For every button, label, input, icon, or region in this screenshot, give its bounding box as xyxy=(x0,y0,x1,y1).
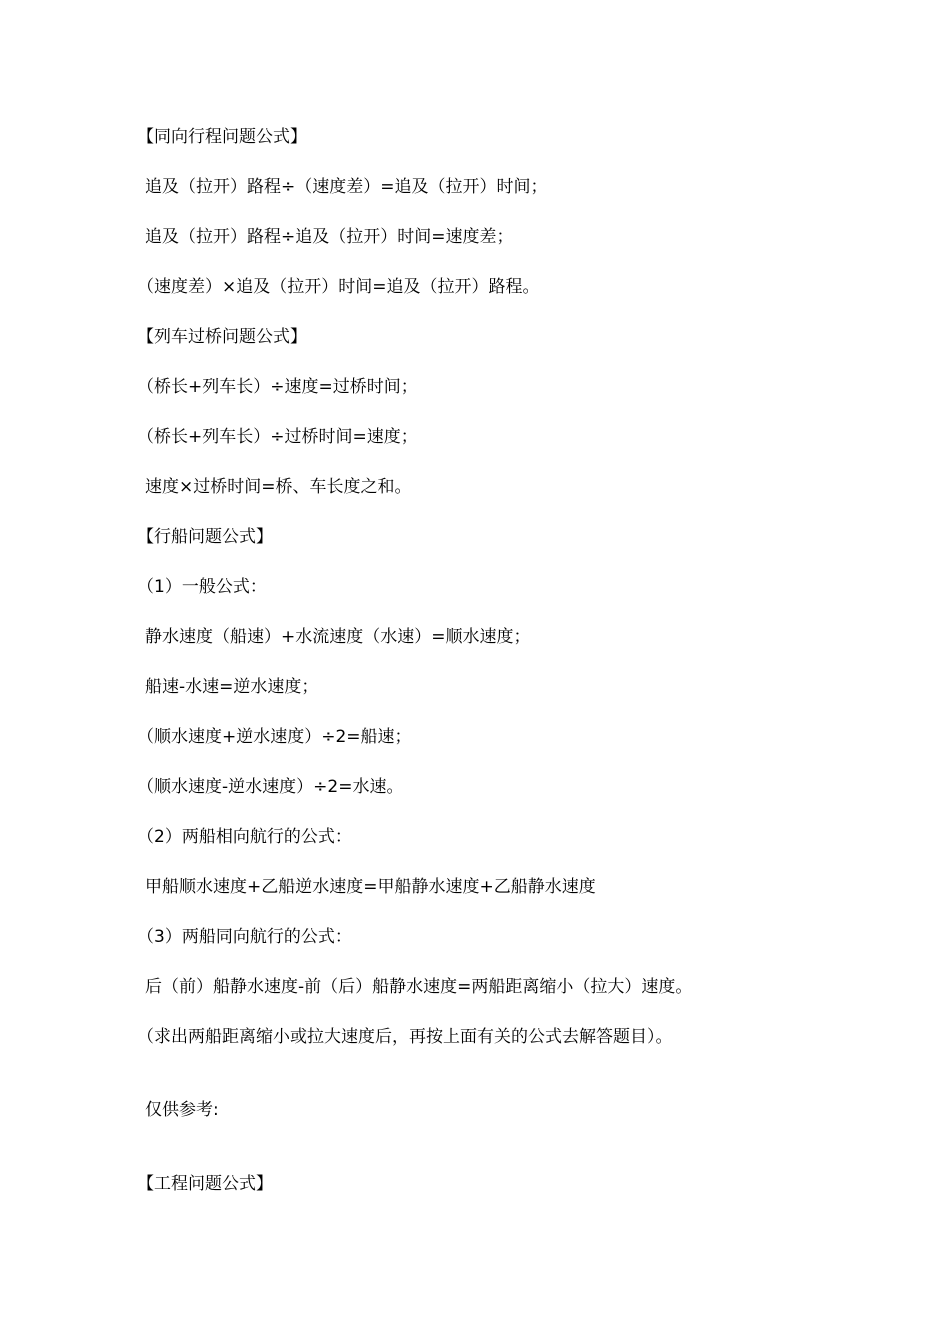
formula-line: 速度×过桥时间=桥、车长度之和。 xyxy=(145,477,412,497)
section-heading-boat: 【行船问题公式】 xyxy=(137,527,273,547)
section-heading-same-direction: 【同向行程问题公式】 xyxy=(137,127,307,147)
formula-line: 追及（拉开）路程÷（速度差）=追及（拉开）时间； xyxy=(145,177,548,197)
formula-line: （桥长+列车长）÷过桥时间=速度； xyxy=(137,427,418,447)
formula-line: 追及（拉开）路程÷追及（拉开）时间=速度差； xyxy=(145,227,514,247)
note-line: （求出两船距离缩小或拉大速度后，再按上面有关的公式去解答题目）。 xyxy=(137,1027,673,1047)
section-heading-train-bridge: 【列车过桥问题公式】 xyxy=(137,327,307,347)
formula-line: 甲船顺水速度+乙船逆水速度=甲船静水速度+乙船静水速度 xyxy=(145,877,596,897)
subheading-general-formula: （1）一般公式： xyxy=(137,577,267,597)
formula-line: （顺水速度+逆水速度）÷2=船速； xyxy=(137,727,412,747)
formula-line: 船速-水速=逆水速度； xyxy=(145,677,319,697)
formula-line: 静水速度（船速）+水流速度（水速）=顺水速度； xyxy=(145,627,531,647)
formula-line: （桥长+列车长）÷速度=过桥时间； xyxy=(137,377,418,397)
section-heading-engineering: 【工程问题公式】 xyxy=(137,1174,273,1194)
subheading-opposite-direction: （2）两船相向航行的公式： xyxy=(137,827,352,847)
formula-line: （速度差）×追及（拉开）时间=追及（拉开）路程。 xyxy=(137,277,540,297)
reference-note: 仅供参考: xyxy=(145,1100,219,1120)
formula-line: 后（前）船静水速度-前（后）船静水速度=两船距离缩小（拉大）速度。 xyxy=(145,977,693,997)
formula-line: （顺水速度-逆水速度）÷2=水速。 xyxy=(137,777,404,797)
subheading-same-direction-boats: （3）两船同向航行的公式： xyxy=(137,927,352,947)
